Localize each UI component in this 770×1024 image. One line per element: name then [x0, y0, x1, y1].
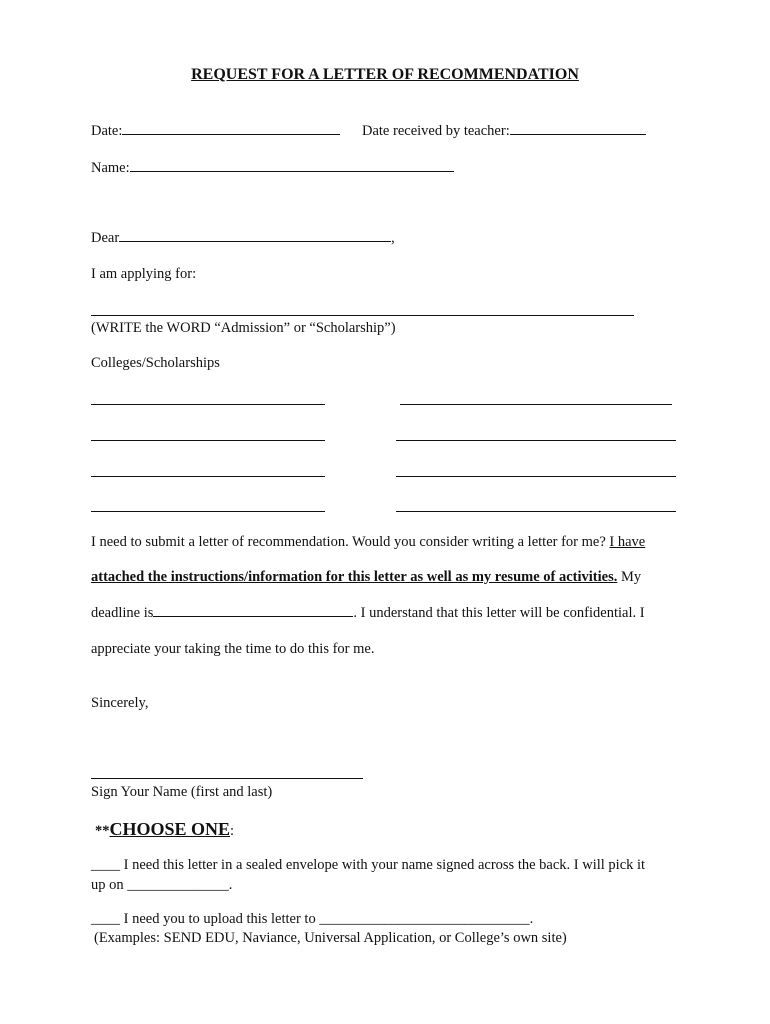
date-row: [91, 123, 340, 140]
name-row: [91, 160, 454, 177]
college-field-5[interactable]: [91, 476, 325, 477]
choose-one-heading: [95, 819, 234, 840]
body-line-3-text: . I understand that this letter will be confidential. I: [353, 605, 645, 621]
college-field-8[interactable]: [396, 511, 676, 512]
dear-label: Dear: [91, 230, 120, 246]
option-1-line-2: up on ______________.: [91, 877, 233, 893]
choose-asterisks: **: [95, 823, 110, 839]
body-line-1: [91, 534, 645, 551]
option-2-line-1: ____ I need you to upload this letter to _____________________________.: [91, 911, 534, 927]
option-1-checkbox-blank[interactable]: ____: [91, 857, 120, 873]
body-line-1-text: I need to submit a letter of recommendation. Would you consider writing a letter for me?: [91, 534, 606, 550]
sincerely: Sincerely,: [91, 695, 149, 711]
write-word-note: (WRITE the WORD “Admission” or “Scholarship”): [91, 320, 396, 336]
choose-colon: :: [230, 823, 235, 839]
option-2-line-2: (Examples: SEND EDU, Naviance, Universal Application, or College’s own site): [94, 930, 567, 946]
deadline-label: deadline is: [91, 605, 154, 621]
date-received-field[interactable]: [510, 133, 646, 135]
college-field-3[interactable]: [91, 440, 325, 441]
college-field-2[interactable]: [400, 404, 672, 405]
body-line-1-underlined: I have: [609, 534, 646, 550]
body-line-2: [91, 569, 641, 586]
college-field-4[interactable]: [396, 440, 676, 441]
body-line-2-bold: attached the instructions/information for this letter as well as my resume of activities.: [91, 569, 618, 585]
choose-one-text: CHOOSE ONE: [109, 819, 231, 839]
body-line-4: appreciate your taking the time to do this for me.: [91, 641, 375, 657]
page-title: REQUEST FOR A LETTER OF RECOMMENDATION: [191, 66, 579, 83]
date-label: Date:: [91, 123, 123, 139]
dear-row: [91, 230, 395, 247]
applying-for-field[interactable]: [91, 315, 634, 316]
date-received-row: [362, 123, 646, 140]
college-field-7[interactable]: [91, 511, 325, 512]
colleges-label: Colleges/Scholarships: [91, 355, 220, 371]
body-line-3: [91, 605, 645, 622]
option-1-line-1: [91, 857, 645, 874]
applying-for-label: I am applying for:: [91, 266, 197, 282]
date-field[interactable]: [122, 133, 340, 135]
date-received-label: Date received by teacher:: [362, 123, 510, 139]
option-1-text: I need this letter in a sealed envelope with your name signed across the back. I will pick it: [120, 857, 646, 873]
college-field-6[interactable]: [396, 476, 676, 477]
college-field-1[interactable]: [91, 404, 325, 405]
deadline-field[interactable]: [153, 615, 353, 617]
sign-label: Sign Your Name (first and last): [91, 784, 273, 800]
body-line-2-text: My: [617, 569, 642, 585]
teacher-name-field[interactable]: [119, 240, 391, 242]
signature-field[interactable]: [91, 778, 363, 779]
name-field[interactable]: [130, 170, 454, 172]
name-label: Name:: [91, 160, 130, 176]
dear-comma: ,: [391, 230, 395, 246]
